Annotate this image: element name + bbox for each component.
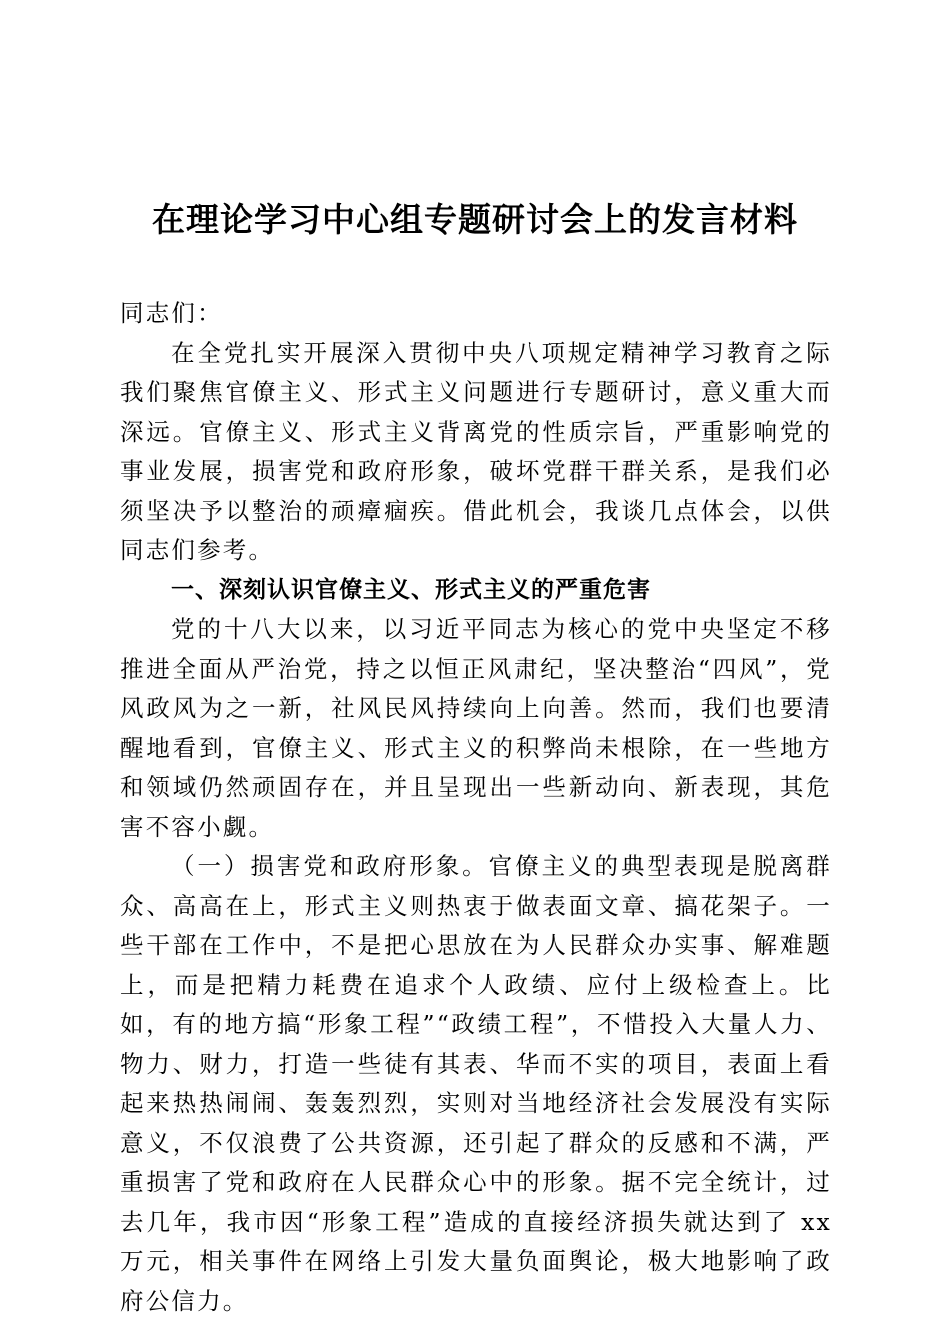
body-paragraph: （一）损害党和政府形象。官僚主义的典型表现是脱离群众、高高在上，形式主义则热衷于做表面文章、搞花架子。一些干部在工作中，不是把心思放在为人民群众办实事、解难题上，而是把精力耗费在追求个人政绩、应付上级检查上。比如，有的地方搞“形象工程”“政绩工程”，不惜投入大量人力、物力、财力，打造一些徒有其表、华而不实的项目，表面上看起来热热闹闹、轰轰烈烈，实则对当地经济社会发展没有实际意义，不仅浪费了公共资源，还引起了群众的反感和不满，严重损害了党和政府在人民群众心中的形象。据不完全统计，过去几年，我市因“形象工程”造成的直接经济损失就达到了 xx 万元，相关事件在网络上引发大量负面舆论，极大地影响了政府公信力。 bbox=[120, 852, 832, 1315]
section-heading: 一、深刻认识官僚主义、形式主义的严重危害 bbox=[171, 576, 651, 603]
salutation: 同志们： bbox=[120, 299, 223, 327]
document-body bbox=[120, 294, 832, 1321]
intro-paragraph: 在全党扎实开展深入贯彻中央八项规定精神学习教育之际我们聚焦官僚主义、形式主义问题进行专题研讨，意义重大而深远。官僚主义、形式主义背离党的性质宗旨，严重影响党的事业发展，损害党和政府形象，破坏党群干群关系，是我们必须坚决予以整治的顽瘴痼疾。借此机会，我谈几点体会，以供同志们参考。 bbox=[120, 338, 832, 564]
body-paragraph: 党的十八大以来，以习近平同志为核心的党中央坚定不移推进全面从严治党，持之以恒正风肃纪，坚决整治“四风”，党风政风为之一新，社风民风持续向上向善。然而，我们也要清醒地看到，官僚主义、形式主义的积弊尚未根除，在一些地方和领域仍然顽固存在，并且呈现出一些新动向、新表现，其危害不容小觑。 bbox=[120, 615, 832, 841]
document-title: 在理论学习中心组专题研讨会上的发言材料 bbox=[152, 200, 798, 239]
